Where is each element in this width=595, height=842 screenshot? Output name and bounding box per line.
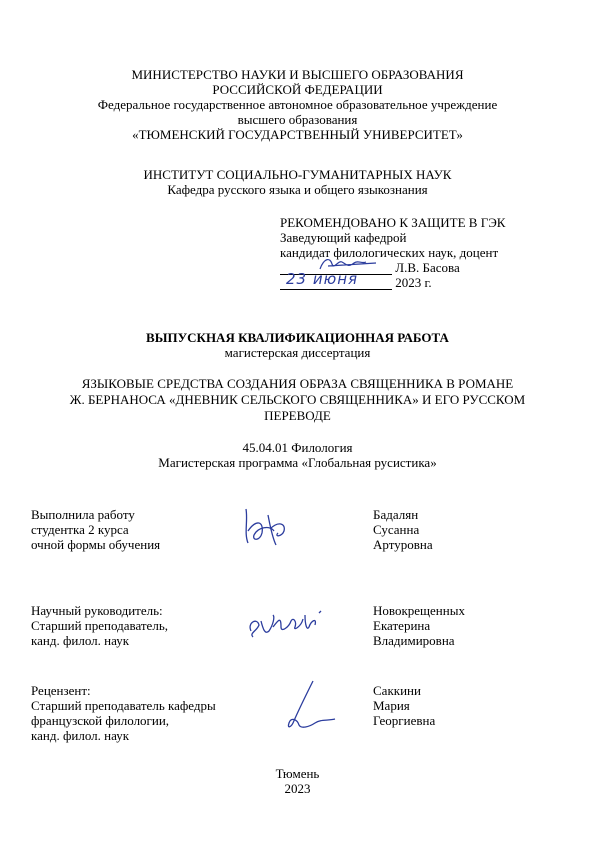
author-name [373, 507, 563, 552]
name-line: Владимировна [373, 633, 455, 648]
name-line: Сусанна [373, 522, 420, 537]
role-line: канд. филол. наук [31, 633, 130, 648]
name-line: Бадалян [373, 507, 419, 522]
supervisor-name [373, 603, 563, 648]
role-line: Рецензент: [31, 683, 91, 698]
program-block [0, 440, 595, 470]
approval-date-field [280, 270, 392, 290]
role-line: французской филологии, [31, 713, 170, 728]
name-line: Георгиевна [373, 713, 436, 728]
ministry-line: высшего образования [237, 112, 358, 127]
name-line: Новокрещенных [373, 603, 465, 618]
university-name: «ТЮМЕНСКИЙ ГОСУДАРСТВЕННЫЙ УНИВЕРСИТЕТ» [132, 127, 463, 142]
role-line: очной формы обучения [31, 537, 161, 552]
name-line: Екатерина [373, 618, 431, 633]
role-line: Выполнила работу [31, 507, 135, 522]
ministry-line: Федеральное государственное автономное образовательное учреждение [97, 97, 498, 112]
approval-block [280, 215, 580, 290]
work-title-block [0, 330, 595, 360]
reviewer-role [31, 683, 251, 743]
city: Тюмень [275, 766, 320, 781]
topic-line: ПЕРЕВОДЕ [264, 408, 331, 423]
ministry-header [0, 67, 595, 142]
approval-role: Заведующий кафедрой [280, 230, 407, 245]
name-line: Артуровна [373, 537, 433, 552]
supervisor-block [31, 603, 571, 663]
program-code: 45.04.01 Филология [242, 440, 353, 455]
thesis-topic [0, 376, 595, 424]
topic-line: ЯЗЫКОВЫЕ СРЕДСТВА СОЗДАНИЯ ОБРАЗА СВЯЩЕННИКА В РОМАНЕ [81, 376, 514, 391]
work-subtype: магистерская диссертация [224, 345, 371, 360]
approval-date-line [280, 270, 580, 290]
head-name: Л.В. Басова [395, 260, 460, 275]
department-name: Кафедра русского языка и общего языкознания [167, 182, 428, 197]
reviewer-signature-icon [269, 679, 349, 739]
name-line: Мария [373, 698, 410, 713]
footer [0, 766, 595, 796]
institute-name: ИНСТИТУТ СОЦИАЛЬНО-ГУМАНИТАРНЫХ НАУК [143, 167, 452, 182]
supervisor-role [31, 603, 231, 648]
role-line: студентка 2 курса [31, 522, 129, 537]
work-type: ВЫПУСКНАЯ КВАЛИФИКАЦИОННАЯ РАБОТА [146, 330, 449, 345]
handwritten-date: 23 июня [286, 270, 359, 288]
role-line: Научный руководитель: [31, 603, 163, 618]
role-line: Старший преподаватель кафедры [31, 698, 216, 713]
institute-block [0, 167, 595, 197]
ministry-line: РОССИЙСКОЙ ФЕДЕРАЦИИ [212, 82, 383, 97]
name-line: Саккини [373, 683, 421, 698]
author-signature-icon [234, 501, 314, 561]
supervisor-signature-icon [243, 597, 323, 657]
role-line: Старший преподаватель, [31, 618, 168, 633]
role-line: канд. филол. наук [31, 728, 130, 743]
approval-heading: РЕКОМЕНДОВАНО К ЗАЩИТЕ В ГЭК [280, 215, 506, 230]
reviewer-block [31, 683, 571, 743]
approval-degree: кандидат филологических наук, доцент [280, 245, 499, 260]
reviewer-name [373, 683, 563, 728]
author-block [31, 507, 571, 567]
topic-line: Ж. БЕРНАНОСА «ДНЕВНИК СЕЛЬСКОГО СВЯЩЕННИКА» И ЕГО РУССКОМ [69, 392, 526, 407]
program-name: Магистерская программа «Глобальная русистика» [158, 455, 437, 470]
year: 2023 [284, 781, 311, 796]
ministry-line: МИНИСТЕРСТВО НАУКИ И ВЫСШЕГО ОБРАЗОВАНИЯ [131, 67, 464, 82]
author-role [31, 507, 231, 552]
approval-year: 2023 г. [395, 275, 432, 290]
